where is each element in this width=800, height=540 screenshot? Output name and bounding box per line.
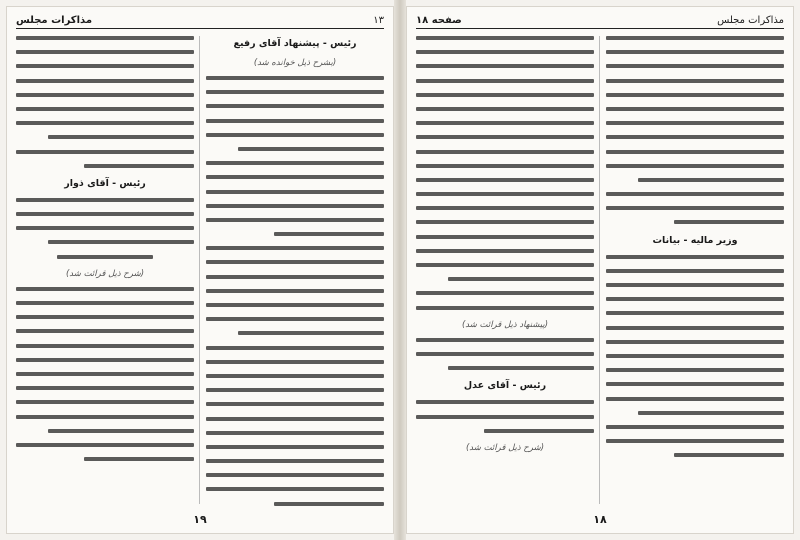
left-header-right: ۱۳ [373, 14, 384, 26]
left-column-rule [199, 36, 200, 504]
left-page-column-right [206, 36, 384, 504]
right-column-rule [599, 36, 600, 504]
left-page-header [16, 12, 384, 29]
right-page-column-right [606, 36, 784, 504]
right-page-column-left [416, 36, 594, 504]
left-page [6, 6, 394, 534]
right-page-number: ۱۸ [593, 513, 607, 526]
right-col-right-heading: وزیر مالیه - بیانات [652, 234, 738, 246]
right-col-left-heading: رئیس - آقای عدل [463, 380, 547, 392]
left-col-right-note: (بشرح ذیل خوانده شد) [253, 58, 337, 68]
right-col-left-note: (پیشنهاد ذیل قرائت شد) [461, 319, 549, 330]
left-page-number: ۱۹ [193, 513, 207, 526]
binding-gutter [394, 0, 406, 540]
right-header-left: صفحه ۱۸ [416, 14, 462, 26]
right-page-header [416, 12, 784, 29]
left-col-right-heading: رئیس - پیشنهاد آقای رفیع [233, 38, 357, 49]
left-col-left-note: (شرح ذیل قرائت شد) [65, 268, 145, 279]
right-page [406, 6, 794, 534]
left-col-left-heading: رئیس - آقای ذوار [64, 177, 146, 189]
right-header-right: مذاکرات مجلس [717, 14, 784, 26]
right-col-left-note-2: (شرح ذیل قرائت شد) [465, 442, 545, 453]
left-header-left: مذاکرات مجلس [16, 14, 93, 26]
left-page-column-left [16, 36, 194, 504]
